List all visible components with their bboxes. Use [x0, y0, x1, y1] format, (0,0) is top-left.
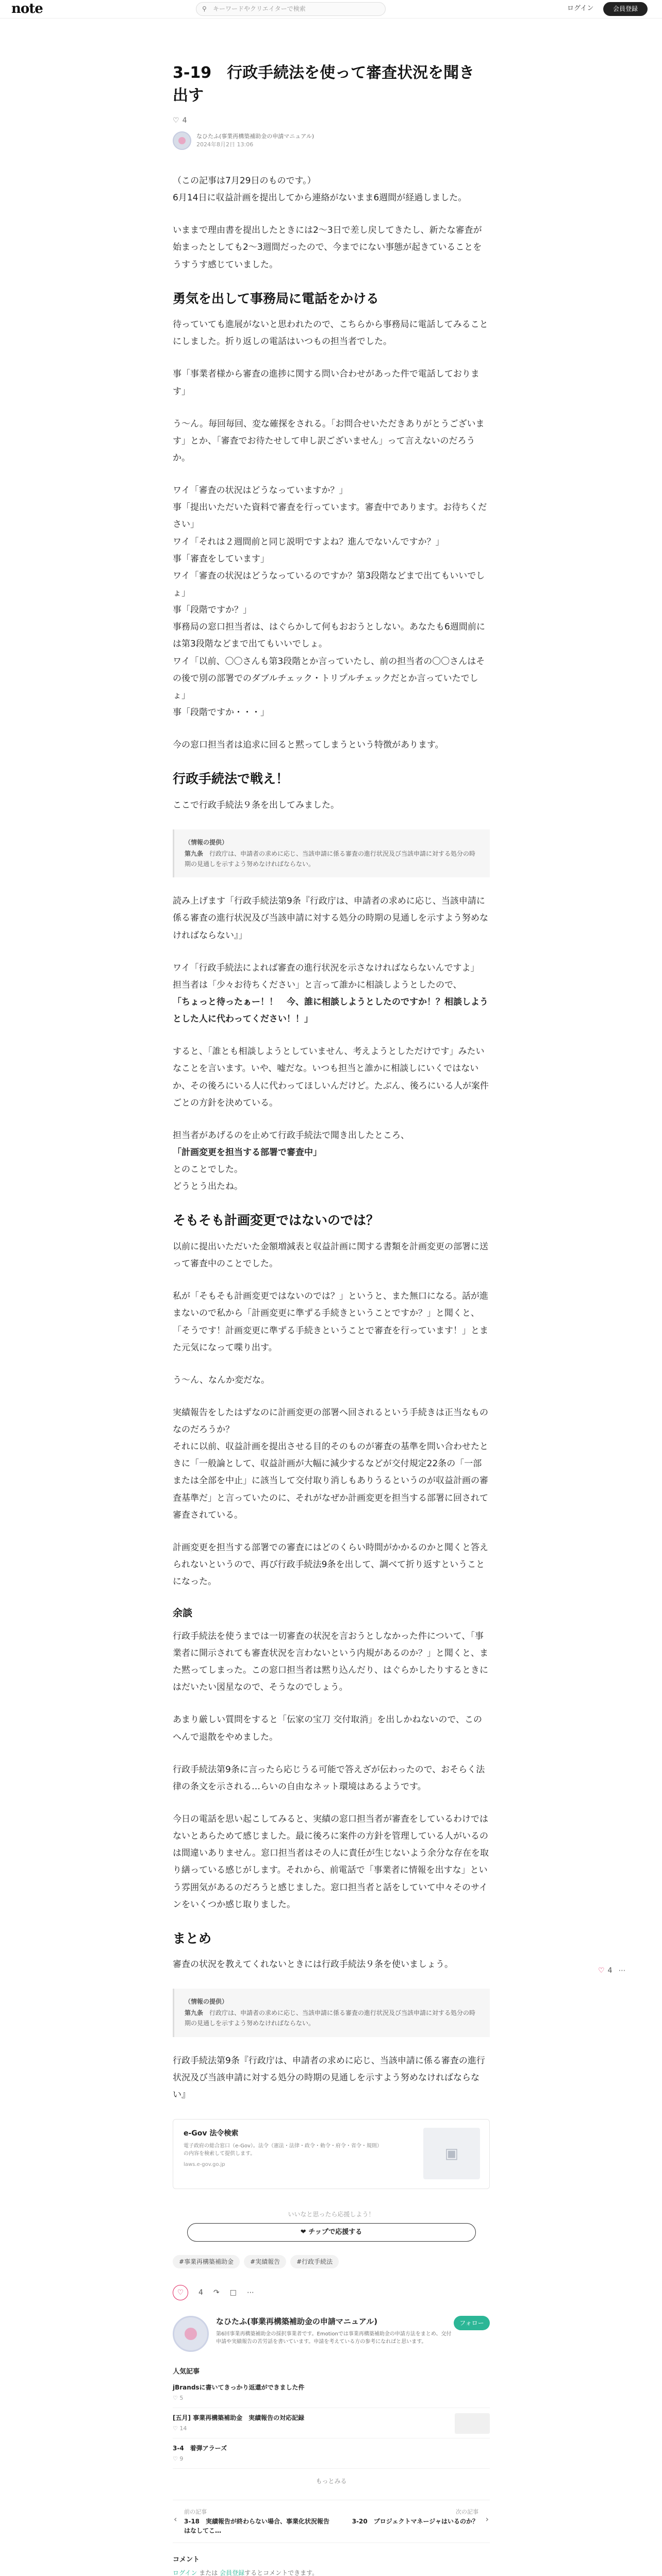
link-card-url: laws.e-gov.go.jp	[184, 2162, 225, 2168]
article-pager	[173, 2500, 490, 2543]
dialogue-line: 事「段階ですか・・・」	[173, 707, 269, 718]
paragraph: どうとう出たね。	[173, 1181, 243, 1192]
paragraph: とのことでした。	[173, 1164, 243, 1175]
link-card-description: 電子政府の総合窓口（e-Gov）。法令（憲法・法律・政令・勅令・府令・省令・規則）の内容を検索して提供します。	[184, 2143, 379, 2157]
heart-icon[interactable]: ♡	[173, 116, 179, 125]
paragraph: 以前に提出いただいた金額増減表と収益計画に関する書類を計画変更の部署に送って審査中のことでした。	[173, 1241, 488, 1269]
article	[173, 62, 490, 2576]
paragraph: 審査の状況を教えてくれないときには行政手続法９条を使いましょう。	[173, 1959, 453, 1970]
tag-list	[173, 2255, 490, 2268]
chevron-left-icon: ‹	[174, 2514, 177, 2524]
creator-avatar[interactable]	[173, 2316, 209, 2352]
comment-login-link[interactable]: ログイン	[173, 2569, 197, 2576]
paragraph-bold: 「ちょっと待ったぁー！！ 今、誰に相談しようとしたのですか！？相談しようとした人に代わってください！！」	[173, 997, 488, 1025]
paragraph: 今日の電話を思い起こしてみると、実績の窓口担当者が審査をしているわけではないとあらためて感じました。最に後ろに案件の方針を管理している人がいるのは間違いありません。窓口担当者はその人に責任が生じないよう余分な存在を取り繕っている感じがします。それから、前電話で「事業者に情報を出すな」という雰囲気があるのだろうと感じました。窓口担当者と話をしていて中々そのサインをいくつか感じ取りました。	[173, 1814, 489, 1910]
paragraph: 読み上げます「行政手続法第9条『行政庁は、申請者の求めに応じ、当該申請に係る審査の進行状況及び当該申請に対する処分の時期の見通しを示すよう努めなければならない』」	[173, 896, 488, 941]
follow-button[interactable]: フォロー	[454, 2316, 490, 2330]
paragraph: いままで理由書を提出したときには2～3日で差し戻してきたし、新たな審査が始まったとしても2～3週間だったので、今までにない事態が起きていることをうすうす感じていました。	[173, 225, 482, 270]
heart-icon: ♡	[173, 2455, 180, 2463]
side-like-count: 4	[607, 1967, 613, 1975]
article-body	[173, 173, 490, 2104]
dialogue-line: 事務局の窓口担当者は、はぐらかして何もおおうとしない。あなたも6週間前には第3段階などまで出てもいいでしょ。	[173, 622, 485, 650]
login-link[interactable]: ログイン	[567, 5, 594, 12]
paragraph: それに以前、収益計画を提出させる目的そのものが審査の基準を問い合わせたときに「一般論として、収益計画が大幅に減少するなどが交付規定22条の「一部または全部を中止」に該当して交付取り消しもありうるというのが収益計画の審査基準だ」と言っていたのに、それがなぜか計画変更を担当する部署に回されて審査されている。	[173, 1442, 488, 1520]
like-count: 4	[182, 116, 187, 125]
see-more-link[interactable]: もっとみる	[316, 2478, 347, 2485]
paragraph: 行政手続法を使うまでは一切審査の状況を言おうとしなかった件について、「事業者に開示されても審査状況を言わないという内規があるのか？」と聞くと、また黙ってしまった。この窓口担当者は黙り込んだり、はぐらかしたりするときにはだいたい図星なので、そうなのでしょう。	[173, 1631, 488, 1693]
quote-article-number: 第九条	[185, 2009, 204, 2017]
dialogue-line: ワイ「審査の状況はどうなっていますか？」	[173, 485, 348, 496]
link-card[interactable]	[173, 2119, 490, 2189]
more-icon[interactable]: ⋯	[246, 2289, 254, 2297]
creator-profile	[173, 2316, 490, 2352]
list-item[interactable]	[173, 2378, 490, 2408]
like-row	[173, 115, 490, 126]
prev-title: 3-18 実績報告が終わらない場合、事業化状況報告はなしてこ…	[184, 2518, 330, 2535]
paragraph: う〜ん。毎回毎回、変な確探をされる。「お問合せいただきありがとうございます」とか、「審査でお待たせして申し訳ございません」って言えないのだろうか。	[173, 418, 485, 464]
search-placeholder: キーワードやクリエイターで検索	[213, 5, 306, 12]
paragraph: 行政手続法第9条に言ったら応じうる可能で答えざが伝わったので、おそらく法律の条文を示される…らいの自由なネット環境はあるようです。	[173, 1764, 485, 1792]
popular-item-title: 3-4 着弾アラーズ	[173, 2445, 227, 2452]
tag[interactable]: #事業再構築補助金	[173, 2255, 240, 2268]
popular-item-likes: 9	[179, 2455, 184, 2463]
section-heading: 行政手続法で戦え！	[173, 771, 289, 787]
dialogue-line: 事「段階ですか？」	[173, 605, 252, 616]
paragraph: 事「事業者様から審査の進捗に関する問い合わせがあった件で電話しております」	[173, 369, 479, 397]
side-like-bar	[598, 1965, 625, 1976]
chevron-right-icon: ›	[485, 2514, 489, 2524]
comment-tail: するとコメントできます。	[244, 2569, 319, 2576]
list-item[interactable]	[173, 2438, 490, 2469]
prev-label: 前の記事	[184, 2509, 207, 2516]
dialogue-line: ワイ「以前、〇〇さんも第3段階とか言っていたし、前の担当者の〇〇さんはその後で別の部署でのダブルチェック・トリプルチェックだとか言っていたでしょ」	[173, 656, 485, 701]
dialogue-line: 事「提出いただいた資料で審査を行っています。審査中であります。お待ちください」	[173, 502, 487, 530]
quote-title: （情報の提供）	[185, 1998, 228, 2006]
popular-item-title: jBrandsに書いてきっかり返還ができました件	[173, 2384, 305, 2392]
paragraph: 実績報告をしたはずなのに計画変更の部署へ回されるという手続きは正当なものなのだろうか？	[173, 1407, 488, 1435]
section-heading: そもそも計画変更ではないのでは？	[173, 1213, 379, 1228]
prev-article-link[interactable]	[173, 2507, 332, 2535]
heart-icon: ♡	[173, 2425, 180, 2432]
dialogue-line: ワイ「それは２週間前と同じ説明ですよね？進んでないんですか？」	[173, 536, 444, 547]
paragraph: う〜ん、なんか変だな。	[173, 1375, 270, 1385]
popular-item-likes: 14	[179, 2425, 187, 2432]
paragraph: 今の窓口担当者は追求に回ると黙ってしまうという特徴があります。	[173, 740, 444, 751]
like-count: 4	[198, 2289, 203, 2297]
search-input[interactable]	[196, 2, 386, 16]
author-avatar[interactable]	[173, 131, 191, 150]
action-bar	[173, 2285, 490, 2300]
paragraph: 待っていても進展がないと思われたので、こちらから事務局に電話してみることにしました。折り返しの電話はいつもの担当者でした。	[173, 319, 488, 347]
creator-description: 第6回事業再構築補助金の採択事業者です。Emotionでは事業再構築補助金の申請方法をまとめ、交付申請や実績報告の苦労話を書いています。申請を考えている方の参考になればと思います。	[216, 2331, 452, 2345]
section-heading: まとめ	[173, 1930, 212, 1946]
paragraph: ワイ「行政手続法によれば審査の進行状況を示さなければならないんですよ」	[173, 962, 479, 973]
author-name[interactable]: なひたふ(事業再構築補助金の申請マニュアル)	[196, 133, 315, 140]
paragraph-bold: 「計画変更を担当する部署で審査中」	[173, 1147, 322, 1158]
search-icon: ⚲	[202, 5, 207, 12]
article-title: 3-19 行政手続法を使って審査状況を聞き出す	[173, 64, 475, 105]
popular-item-title: [五月] 事業再構築補助金 実績報告の対応記録	[173, 2414, 305, 2422]
link-card-title: e-Gov 法令検索	[184, 2129, 239, 2138]
more-icon[interactable]: ⋯	[618, 1967, 626, 1975]
popular-articles	[173, 2366, 490, 2486]
quote-title: （情報の提供）	[185, 838, 228, 846]
paragraph: 担当者があげるのを止めて行政手続法で聞き出したところ、	[173, 1130, 409, 1141]
paragraph: 計画変更を担当する部署での審査にはどのくらい時間がかかるのかと聞くと答えられないというので、再び行政手続法9条を出して、調べて折り返すということになった。	[173, 1542, 488, 1587]
publish-date: 2024年8月2日 13:06	[196, 141, 254, 148]
subsection-heading: 余談	[173, 1607, 193, 1619]
quote-article-number: 第九条	[185, 850, 204, 857]
top-header	[0, 0, 662, 19]
comment-title: コメント	[173, 2556, 200, 2564]
paragraph: 担当者は「少々お待ちください」と言って誰かに相談しようとしたので、	[173, 979, 462, 990]
tip-icon: ❤	[300, 2228, 309, 2236]
signup-button[interactable]: 会員登録	[603, 2, 648, 16]
popular-title: 人気記事	[173, 2368, 200, 2376]
thumbnail	[455, 2413, 490, 2434]
note-logo[interactable]: note	[11, 1, 43, 16]
heart-icon: ♡	[173, 2395, 180, 2402]
creator-name[interactable]: なひたふ(事業再構築補助金の申請マニュアル)	[216, 2317, 378, 2327]
tip-button[interactable]	[187, 2223, 476, 2242]
comment-section	[173, 2554, 490, 2576]
paragraph: （この記事は7月29日のものです。）	[173, 176, 316, 186]
comment-signup-link[interactable]: 会員登録	[220, 2569, 245, 2576]
dialogue-line: 事「審査をしています」	[173, 553, 269, 564]
image-placeholder-icon: ▣	[423, 2128, 480, 2179]
paragraph: ここで行政手続法９条を出してみました。	[173, 800, 339, 810]
heart-icon[interactable]: ♡	[598, 1967, 605, 1975]
paragraph: 行政手続法第9条『行政庁は、申請者の求めに応じ、当該申請に係る審査の進行状況及び当該申請に対する処分の時期の見通しを示すよう努めなければならない』	[173, 2055, 485, 2100]
comment-or: または	[199, 2569, 218, 2576]
paragraph: あまり厳しい質問をすると「伝家の宝刀 交付取消」を出しかねないので、このへんで退散をやめました。	[173, 1715, 483, 1742]
author-block	[173, 131, 490, 150]
paragraph: すると、「誰とも相談しようとしていません、考えようとしただけです」みたいなことを言います。いや、嘘だな。いつも担当と誰かに相談しにいくではないか、その後ろにいる人に代わってほしいんだけど。たぶん、後ろにいる人が案件ごとの方針を決めている。	[173, 1046, 489, 1108]
tag[interactable]: #行政手続法	[290, 2255, 339, 2268]
paragraph: 6月14日に収益計画を提出してから連絡がないまま6週間が経過しました。	[173, 193, 467, 204]
next-article-link[interactable]	[332, 2507, 490, 2535]
section-heading: 勇気を出して事務局に電話をかける	[173, 291, 379, 306]
share-icon[interactable]: ↷	[213, 2289, 220, 2297]
dialogue-line: ワイ「審査の状況はどうなっているのですか？第3段階などまで出てもいいでしょ」	[173, 570, 485, 599]
next-label: 次の記事	[456, 2509, 478, 2516]
popular-item-likes: 5	[179, 2395, 184, 2402]
paragraph: 私が「そもそも計画変更ではないのでは？」というと、また無口になる。話が進まないので私から「計画変更に準ずる手続きということですか？」と聞くと、「そうです！計画変更に準ずる手続きということで審査を行っています！」とまた元気になって喋り出す。	[173, 1291, 488, 1353]
law-quote	[173, 1989, 490, 2037]
tip-button-label: チップで応援する	[308, 2228, 362, 2236]
list-item[interactable]	[173, 2408, 490, 2438]
tag[interactable]: #実績報告	[244, 2255, 286, 2268]
support-text: いいなと思ったら応援しよう！	[288, 2211, 375, 2218]
comment-icon[interactable]: □	[229, 2289, 237, 2297]
quote-text: 行政庁は、申請者の求めに応じ、当該申請に係る審査の進行状況及び当該申請に対する処分の時期の見通しを示すよう努めなければならない。	[185, 850, 476, 868]
law-quote	[173, 829, 490, 877]
next-title: 3-20 プロジェクトマネージャはいるのか？	[352, 2518, 478, 2526]
like-button[interactable]: ♡	[173, 2285, 188, 2300]
quote-text: 行政庁は、申請者の求めに応じ、当該申請に係る審査の進行状況及び当該申請に対する処分の時期の見通しを示すよう努めなければならない。	[185, 2009, 476, 2027]
